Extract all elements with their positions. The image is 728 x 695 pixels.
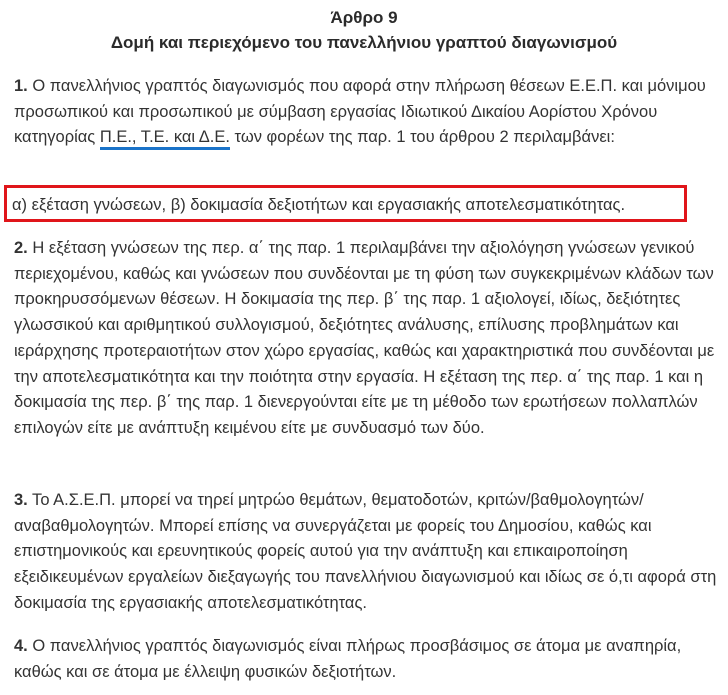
paragraph-4 [14,634,719,685]
paragraph-4-number: 4. [14,637,28,655]
paragraph-1-text-before: Ο πανελλήνιος γραπτός διαγωνισμός που αφορά στην πλήρωση θέσεων Ε.Ε.Π. και μόνιμου προσωπικού και προσωπικού με σύμβαση εργασίας Ιδιωτικού Δικαίου Αορίστου Χρόνου κατηγορίας [14,77,706,147]
paragraph-1-text-after: των φορέων της παρ. 1 του άρθρου 2 περιλαμβάνει: [229,128,615,147]
highlighted-text: α) εξέταση γνώσεων, β) δοκιμασία δεξιοτήτων και εργασιακής αποτελεσματικότητας. [12,196,626,214]
paragraph-1-number: 1. [14,77,28,95]
paragraph-3 [14,488,719,617]
paragraph-2-number: 2. [14,239,28,257]
paragraph-1 [14,74,719,151]
paragraph-2 [14,236,719,442]
paragraph-2-text: Η εξέταση γνώσεων της περ. α΄ της παρ. 1 περιλαμβάνει την αξιολόγηση γνώσεων γενικού περιεχομένου, καθώς και γνώσεων που συνδέονται με τη φύση των συγκεκριμένων κλάδων των προκηρυσσόμενων θέσεων. Η δοκιμασία της περ. β΄ της παρ. 1 αξιολογεί, ιδίως, δεξιότητες γλωσσικού και αριθμητικού συλλογισμού, δεξιότητες ανάλυσης, επίλυσης προβλημάτων και ιεράρχησης προτεραιοτήτων στον χώρο εργασίας, καθώς και χαρακτηριστικά που συνδέονται με την αποτελεσματικότητα και την ποιότητα στην εργασία. Η εξέταση της περ. α΄ της παρ. 1 και η δοκιμασία της περ. β΄ της παρ. 1 διενεργούνται είτε με τη μέθοδο των ερωτήσεων πολλαπλών επιλογών είτε με ανάπτυξη κειμένου είτε με συνδυασμό των δύο. [14,239,715,437]
paragraph-4-text: Ο πανελλήνιος γραπτός διαγωνισμός είναι πλήρως προσβάσιμος σε άτομα με αναπηρία, καθώς και σε άτομα με έλλειψη φυσικών δεξιοτήτων. [14,637,682,681]
underlined-categories: Π.Ε., Τ.Ε. και Δ.Ε. [100,128,230,150]
paragraph-3-number: 3. [14,491,28,509]
article-title: Άρθρο 9 [330,8,398,27]
article-subtitle: Δομή και περιεχόμενο του πανελλήνιου γραπτού διαγωνισμού [110,33,618,52]
paragraph-3-text: Το Α.Σ.Ε.Π. μπορεί να τηρεί μητρώο θεμάτων, θεματοδοτών, κριτών/βαθμολογητών/ αναβαθμολογητών. Μπορεί επίσης να συνεργάζεται με φορείς του Δημοσίου, καθώς και επιστημονικούς και ερευνητικούς φορείς αυτού για την ανάπτυξη και επικαιροποίηση εξειδικευμένων εργαλείων διεξαγωγής του πανελλήνιου διαγωνισμού και ιδίως σε ό,τι αφορά στη δοκιμασία της εργασιακής αποτελεσματικότητας. [14,491,717,612]
